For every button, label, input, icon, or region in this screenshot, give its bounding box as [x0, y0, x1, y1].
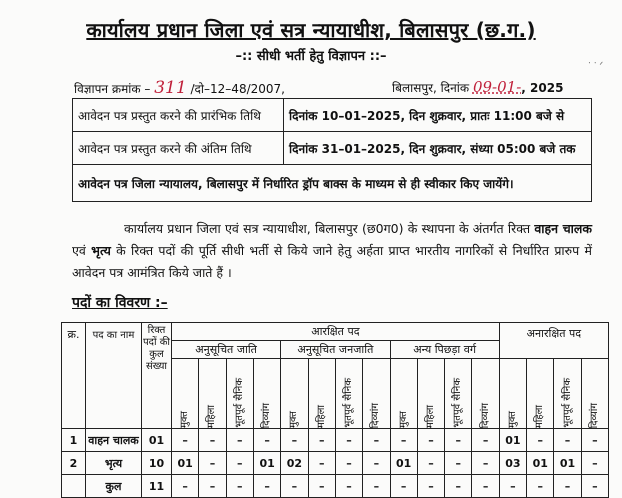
cell-value: – — [390, 429, 417, 452]
info-value: दिनांक 10–01–2025, दिन शुक्रवार, प्रातः 11:00 बजे से — [284, 99, 592, 132]
cell-value: 01 — [253, 452, 280, 475]
subcolumn-header — [172, 359, 199, 429]
subcolumn-header — [308, 359, 335, 429]
cell-value: – — [417, 429, 444, 452]
page-subtitle: –:: सीधी भर्ती हेतु विज्ञापन ::– — [235, 49, 387, 64]
info-label: आवेदन पत्र प्रस्तुत करने की अंतिम तिथि — [73, 132, 284, 165]
col-sn: क्र. — [62, 323, 86, 429]
cell-value: – — [335, 452, 362, 475]
group-header: अनुसूचित जाति — [172, 341, 281, 359]
table-row — [62, 475, 609, 498]
subcolumn-label: मुक्त — [288, 410, 300, 428]
cell-value: – — [581, 475, 608, 498]
table-row — [62, 429, 609, 452]
subcolumn-label: मुक्त — [506, 410, 518, 428]
group-header: अन्य पिछड़ा वर्ग — [390, 341, 499, 359]
subcolumn-header — [445, 359, 472, 429]
table-row — [73, 99, 592, 132]
cell-value: – — [581, 429, 608, 452]
row-post: कुल — [86, 475, 142, 498]
page-title: कार्यालय प्रधान जिला एवं सत्र न्यायाधीश, बिलासपुर (छ.ग.) — [86, 18, 536, 42]
cell-value: – — [445, 475, 472, 498]
cell-value: – — [472, 475, 499, 498]
subcolumn-label: मुक्त — [397, 410, 409, 428]
cell-value: – — [199, 429, 226, 452]
subcolumn-header — [390, 359, 417, 429]
cell-value: – — [281, 475, 308, 498]
subcolumn-header — [226, 359, 253, 429]
cell-value: – — [363, 452, 390, 475]
subcolumn-header — [554, 359, 581, 429]
cell-value: 03 — [499, 452, 526, 475]
cell-value: – — [472, 452, 499, 475]
para-text-3: के रिक्त पदों की पूर्ति सीधी भर्ती से किये जाने हेतु अर्हता प्राप्त भारतीय नागरिकों से निर्धारित प्रारुप में आवेदन पत्र आमंत्रित किये जाते हैं । — [72, 243, 592, 280]
info-value: दिनांक 31–01–2025, दिन शुक्रवार, संध्या 05:00 बजे तक — [284, 132, 592, 165]
dates-table — [72, 98, 592, 202]
cell-value: 01 — [527, 452, 554, 475]
col-total: रिक्त पदों की कुल संख्या — [142, 323, 172, 429]
row-post: वाहन चालक — [86, 429, 142, 452]
subcolumn-header — [581, 359, 608, 429]
cell-value: 02 — [281, 452, 308, 475]
handwritten-number: 311 — [154, 78, 187, 98]
row-total: 10 — [142, 452, 172, 475]
info-label: आवेदन पत्र प्रस्तुत करने की प्रारंभिक तिथि — [73, 99, 284, 132]
place-date: बिलासपुर, दिनांक 09-01-, 2025 — [392, 78, 564, 96]
notice-paragraph — [72, 218, 592, 284]
subcolumn-label: महिला — [315, 404, 327, 428]
cell-value: – — [335, 475, 362, 498]
cell-value: – — [417, 475, 444, 498]
cell-value: – — [226, 452, 253, 475]
row-sn: 1 — [62, 429, 86, 452]
subcolumn-label: दिव्यांग — [370, 402, 382, 428]
cell-value: – — [335, 429, 362, 452]
place-label: बिलासपुर, दिनांक — [392, 81, 470, 95]
group-header: अनुसूचित जनजाति — [281, 341, 390, 359]
posts-table — [61, 322, 609, 498]
date-year: 2025 — [530, 81, 564, 95]
col-post: पद का नाम — [86, 323, 142, 429]
subcolumn-header — [527, 359, 554, 429]
table-row — [62, 452, 609, 475]
subcolumn-label: मुक्त — [179, 410, 191, 428]
cell-value: – — [253, 429, 280, 452]
cell-value: 01 — [172, 452, 199, 475]
advertisement-number — [74, 78, 285, 98]
row-sn: 2 — [62, 452, 86, 475]
subcolumn-label: भूतपूर्व सैनिक — [343, 378, 355, 428]
post-driver: वाहन चालक — [534, 221, 592, 236]
subcolumn-header — [199, 359, 226, 429]
row-post: भृत्य — [86, 452, 142, 475]
subcolumn-header — [499, 359, 526, 429]
para-text-1: कार्यालय प्रधान जिला एवं सत्र न्यायाधीश, बिलासपुर (छ0ग0) के स्थापना के अंतर्गत रिक्त — [124, 221, 531, 236]
cell-value: – — [445, 452, 472, 475]
info-note: आवेदन पत्र जिला न्यायालय, बिलासपुर में निर्धारित ड्रॉप बाक्स के माध्यम से ही स्वीकार किए जायेंगे। — [73, 165, 592, 202]
table-header-row — [62, 323, 609, 341]
cell-value: – — [554, 475, 581, 498]
table-row — [73, 165, 592, 202]
subcolumn-header — [253, 359, 280, 429]
post-peon: भृत्य — [91, 243, 111, 258]
cell-value: – — [253, 475, 280, 498]
cell-value: 01 — [390, 452, 417, 475]
subcolumn-header — [281, 359, 308, 429]
subcolumn-label: महिला — [534, 404, 546, 428]
cell-value: – — [554, 429, 581, 452]
table-row — [73, 132, 592, 165]
cell-value: – — [199, 475, 226, 498]
row-total: 01 — [142, 429, 172, 452]
ref-label: विज्ञापन क्रमांक – — [74, 82, 151, 96]
subcolumn-label: दिव्यांग — [261, 402, 273, 428]
cell-value: 01 — [499, 429, 526, 452]
subcolumn-header — [472, 359, 499, 429]
subcolumn-label: भूतपूर्व सैनिक — [561, 378, 573, 428]
para-text-2: एवं — [72, 243, 86, 258]
margin-mark: ॱ ॱ ᐟ — [588, 61, 604, 71]
section-title: पदों का विवरण :– — [72, 295, 168, 311]
cell-value: – — [527, 475, 554, 498]
row-total: 11 — [142, 475, 172, 498]
subcolumn-label: भूतपूर्व सैनिक — [452, 378, 464, 428]
cell-value: – — [226, 429, 253, 452]
unreserved-header: अनारक्षित पद — [499, 323, 608, 359]
ref-suffix: /दो–12–48/2007, — [190, 82, 285, 96]
cell-value: – — [527, 429, 554, 452]
cell-value: – — [281, 429, 308, 452]
cell-value: – — [226, 475, 253, 498]
cell-value: – — [472, 429, 499, 452]
cell-value: – — [172, 429, 199, 452]
reserved-header: आरक्षित पद — [172, 323, 500, 341]
cell-value: – — [581, 452, 608, 475]
cell-value: – — [445, 429, 472, 452]
subcolumn-label: महिला — [206, 404, 218, 428]
subcolumn-label: भूतपूर्व सैनिक — [233, 378, 245, 428]
handwritten-date: 09-01- — [472, 78, 522, 96]
subcolumn-label: महिला — [424, 404, 436, 428]
cell-value: – — [308, 475, 335, 498]
subcolumn-header — [363, 359, 390, 429]
cell-value: – — [172, 475, 199, 498]
cell-value: – — [390, 475, 417, 498]
subcolumn-label: दिव्यांग — [479, 402, 491, 428]
cell-value: 01 — [554, 452, 581, 475]
subcolumn-header — [335, 359, 362, 429]
cell-value: – — [363, 429, 390, 452]
subcolumn-header — [417, 359, 444, 429]
cell-value: – — [308, 429, 335, 452]
subcolumn-label: दिव्यांग — [588, 402, 600, 428]
cell-value: – — [499, 475, 526, 498]
cell-value: – — [417, 452, 444, 475]
cell-value: – — [308, 452, 335, 475]
row-sn — [62, 475, 86, 498]
cell-value: – — [363, 475, 390, 498]
cell-value: – — [199, 452, 226, 475]
